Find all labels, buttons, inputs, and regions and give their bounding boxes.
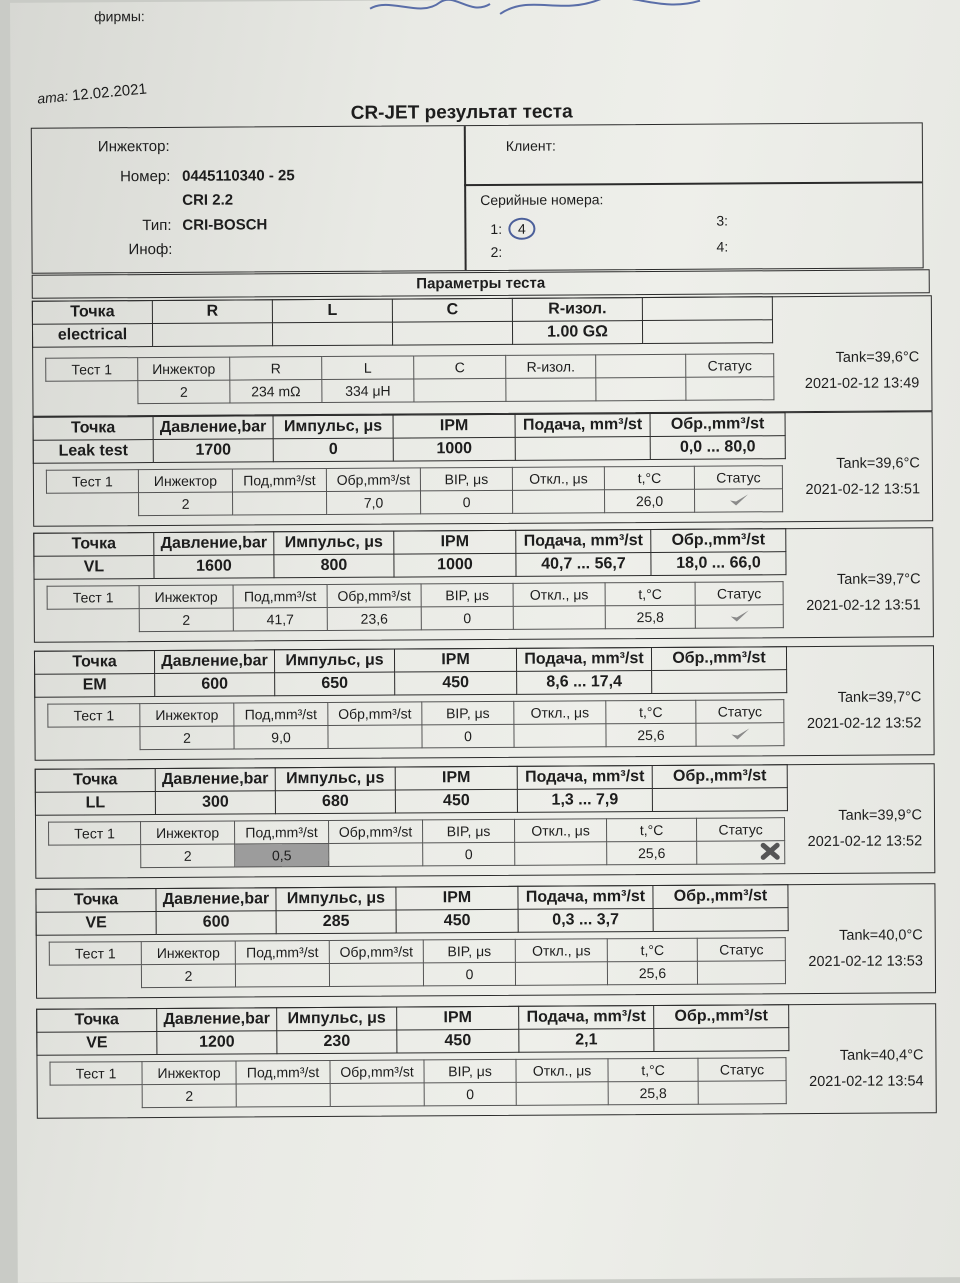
value-injector: 2	[141, 844, 235, 868]
header-supply: Подача, mm³/st	[517, 765, 652, 789]
timestamp: 2021-02-12 13:49	[804, 375, 920, 393]
test-pulse: 680	[275, 790, 395, 814]
header-pressure: Давление,bar	[153, 416, 273, 440]
value-sup	[235, 963, 329, 987]
tank-temp: Tank=39,7°C	[836, 571, 921, 588]
value-ret	[329, 843, 423, 867]
test-pulse: 0	[273, 438, 393, 462]
value-dev	[512, 490, 604, 514]
sub-status: Статус	[696, 700, 784, 724]
header-point: Точка	[37, 1009, 157, 1033]
value-blank	[47, 493, 139, 517]
header-point: Точка	[34, 533, 154, 557]
sub-test: Тест 1	[46, 358, 138, 382]
value-r: 234 mΩ	[230, 380, 322, 404]
number-value: 0445110340 - 25	[182, 167, 295, 185]
header-pulse: Импульс, μs	[277, 1007, 397, 1031]
test-return	[654, 1028, 789, 1052]
header-ipm: IPM	[397, 1006, 519, 1030]
header-pulse: Импульс, μs	[274, 649, 394, 673]
tank-temp: Tank=40,4°C	[839, 1047, 924, 1064]
value-temp: 25,6	[606, 723, 696, 747]
test-pressure: 300	[155, 791, 275, 815]
value-status	[697, 841, 785, 865]
header-point: Точка	[32, 301, 152, 325]
sub-injector: Инжектор	[138, 469, 232, 493]
test-main-table	[36, 1004, 789, 1056]
test-sub-table	[47, 699, 784, 751]
header-point: Точка	[35, 769, 155, 793]
sub-status: Статус	[698, 1058, 786, 1082]
value-dev	[515, 842, 607, 866]
sub-return: Обр,mm³/st	[329, 940, 423, 964]
header-ipm: IPM	[395, 766, 517, 790]
test-supply: 1,3 ... 7,9	[517, 788, 652, 812]
sub-deviation: Откл., μs	[513, 583, 605, 607]
serial-2-label: 2:	[490, 243, 503, 260]
sub-return: Обр,mm³/st	[329, 820, 423, 844]
electrical-meta	[805, 344, 920, 397]
test-return	[652, 670, 787, 694]
sub-test: Тест 1	[47, 586, 139, 610]
test-block	[33, 411, 934, 526]
sub-value-blank	[46, 381, 138, 405]
test-point: VE	[37, 1032, 157, 1056]
sub-test: Тест 1	[46, 470, 138, 494]
header-supply: Подача, mm³/st	[515, 413, 650, 437]
check-icon	[728, 492, 750, 506]
test-pulse: 285	[276, 910, 396, 934]
test-supply: 0,3 ... 3,7	[518, 908, 653, 932]
value-status	[696, 723, 784, 747]
value-blank	[49, 965, 141, 989]
sub-supply: Под,mm³/st	[234, 702, 328, 726]
tank-temp: Tank=39,6°C	[835, 349, 920, 366]
test-sub-table	[48, 817, 785, 869]
sub-injector: Инжектор	[141, 941, 235, 965]
value-blank	[50, 1085, 142, 1109]
test-return	[652, 788, 787, 812]
params-title: Параметры теста	[32, 269, 930, 298]
electrical-r-iso: 1.00 GΩ	[512, 321, 642, 345]
sub-return: Обр,mm³/st	[327, 584, 421, 608]
test-ipm: 450	[396, 909, 518, 933]
electrical-r	[152, 323, 272, 347]
test-pulse: 800	[274, 554, 394, 578]
sub-deviation: Откл., μs	[515, 939, 607, 963]
value-status	[695, 605, 783, 629]
serial-3-label: 3:	[716, 212, 729, 229]
test-supply: 2,1	[519, 1028, 654, 1052]
value-ret	[328, 725, 422, 749]
sub-status: Статус	[686, 354, 774, 378]
header-ipm: IPM	[393, 414, 515, 438]
electrical-point: electrical	[32, 324, 152, 348]
serial-1-label: 1:	[490, 220, 503, 237]
header-pulse: Импульс, μs	[276, 887, 396, 911]
value-sup	[236, 1083, 330, 1107]
sub-return: Обр,mm³/st	[328, 702, 422, 726]
value-dev	[515, 962, 607, 986]
sub-supply: Под,mm³/st	[235, 940, 329, 964]
serial-numbers-label: Серийные номера:	[480, 191, 604, 209]
header-ipm: IPM	[396, 886, 518, 910]
header-r: R	[152, 300, 272, 324]
sub-temp: t,°C	[608, 1058, 698, 1082]
test-block	[33, 527, 934, 642]
sub-injector: Инжектор	[142, 1061, 236, 1085]
test-return: 18,0 ... 66,0	[651, 552, 786, 576]
value-injector: 2	[142, 1084, 236, 1108]
test-block	[34, 645, 935, 760]
sub-temp: t,°C	[607, 938, 697, 962]
test-pulse: 230	[277, 1030, 397, 1054]
test-block	[36, 1003, 937, 1118]
test-pulse: 650	[275, 672, 395, 696]
header-point: Точка	[36, 889, 156, 913]
sub-injector: Инжектор	[141, 821, 235, 845]
injector-info-box	[31, 122, 924, 273]
sub-temp: t,°C	[604, 466, 694, 490]
sub-l: L	[322, 356, 414, 380]
header-ipm: IPM	[394, 648, 516, 672]
value-c	[414, 378, 506, 402]
test-block	[35, 883, 936, 998]
sub-r-iso: R-изол.	[506, 355, 596, 379]
sub-temp: t,°C	[605, 582, 695, 606]
sub-bip: BIP, μs	[422, 701, 514, 725]
divider	[464, 126, 466, 270]
header-supply: Подача, mm³/st	[518, 885, 653, 909]
value-dev	[514, 724, 606, 748]
sub-status: Статус	[697, 938, 785, 962]
header-pulse: Импульс, μs	[274, 531, 394, 555]
number-label: Номер:	[120, 167, 171, 186]
model-value: CRI 2.2	[182, 191, 234, 209]
test-point: VE	[36, 912, 156, 936]
header-pressure: Давление,bar	[157, 1008, 277, 1032]
serial-1	[490, 218, 536, 240]
value-l: 334 μH	[322, 379, 414, 403]
type-label: Тип:	[142, 216, 172, 235]
sub-test: Тест 1	[50, 1062, 142, 1086]
test-point: LL	[35, 792, 155, 816]
test-pressure: 600	[155, 673, 275, 697]
date-label: ата:	[36, 87, 69, 107]
value-ret: 7,0	[326, 491, 420, 515]
test-sub-table	[49, 1057, 786, 1109]
sub-deviation: Откл., μs	[515, 819, 607, 843]
sub-c: C	[414, 355, 506, 379]
sub-supply: Под,mm³/st	[233, 584, 327, 608]
sub-injector: Инжектор	[138, 357, 230, 381]
sub-status: Статус	[697, 818, 785, 842]
test-pressure: 1200	[157, 1031, 277, 1055]
header-return: Обр.,mm³/st	[650, 413, 785, 437]
value-bip: 0	[420, 490, 512, 514]
header-pressure: Давление,bar	[156, 888, 276, 912]
test-ipm: 1000	[394, 553, 516, 577]
test-meta	[805, 450, 920, 503]
sub-r: R	[230, 357, 322, 381]
test-block	[35, 763, 936, 878]
test-meta	[809, 1042, 924, 1095]
test-main-table	[34, 646, 787, 698]
sub-injector: Инжектор	[140, 703, 234, 727]
page-title: CR-JET результат теста	[350, 101, 573, 124]
value-sup: 41,7	[233, 607, 327, 631]
timestamp: 2021-02-12 13:52	[806, 715, 922, 733]
sub-temp: t,°C	[606, 700, 696, 724]
test-meta	[807, 802, 922, 855]
value-temp: 25,8	[605, 605, 695, 629]
header-supply: Подача, mm³/st	[516, 647, 651, 671]
header-ipm: IPM	[394, 530, 516, 554]
value-injector: 2	[138, 380, 230, 404]
test-main-table	[35, 764, 788, 816]
test-ipm: 450	[395, 789, 517, 813]
timestamp: 2021-02-12 13:51	[805, 481, 921, 499]
test-ipm: 450	[395, 671, 517, 695]
header-r-iso: R-изол.	[512, 298, 642, 322]
sub-test: Тест 1	[49, 822, 141, 846]
serial-4-label: 4:	[716, 238, 729, 255]
sub-supply: Под,mm³/st	[236, 1060, 330, 1084]
value-blank	[49, 845, 141, 869]
header-return: Обр.,mm³/st	[652, 765, 787, 789]
value-injector: 2	[139, 492, 233, 516]
value-ret	[330, 1083, 424, 1107]
sub-deviation: Откл., μs	[514, 701, 606, 725]
electrical-extra	[642, 320, 772, 344]
value-blank	[47, 609, 139, 633]
timestamp: 2021-02-12 13:52	[807, 833, 923, 851]
value-bip: 0	[423, 842, 515, 866]
test-sub-table	[47, 581, 784, 633]
check-icon	[728, 608, 750, 622]
header-pulse: Импульс, μs	[275, 767, 395, 791]
test-ipm: 450	[397, 1029, 519, 1053]
electrical-main-table	[32, 296, 773, 348]
header-point: Точка	[33, 417, 153, 441]
sub-bip: BIP, μs	[424, 1059, 516, 1083]
value-empty	[596, 377, 686, 401]
header-return: Обр.,mm³/st	[651, 529, 786, 553]
timestamp: 2021-02-12 13:51	[806, 597, 921, 615]
header-pressure: Давление,bar	[154, 532, 274, 556]
header-supply: Подача, mm³/st	[519, 1005, 654, 1029]
date-line	[37, 80, 148, 107]
sub-return: Обр,mm³/st	[326, 468, 420, 492]
type-value: CRI-BOSCH	[182, 216, 268, 234]
value-sup	[233, 491, 327, 515]
header-c: C	[392, 298, 512, 322]
value-bip: 0	[423, 962, 515, 986]
electrical-l	[272, 322, 392, 346]
sub-injector: Инжектор	[139, 585, 233, 609]
value-status	[697, 961, 785, 985]
value-temp: 25,6	[607, 961, 697, 985]
handwritten-signature	[360, 0, 720, 25]
test-sub-table	[46, 465, 783, 517]
value-status	[698, 1081, 786, 1105]
header-pressure: Давление,bar	[154, 650, 274, 674]
test-main-table	[35, 884, 788, 936]
client-label: Клиент:	[505, 137, 556, 154]
timestamp: 2021-02-12 13:54	[809, 1073, 924, 1091]
test-meta	[808, 922, 923, 975]
value-ret: 23,6	[327, 607, 421, 631]
sub-supply: Под,mm³/st	[232, 468, 326, 492]
value-sup: 9,0	[234, 725, 328, 749]
header-return: Обр.,mm³/st	[653, 885, 788, 909]
paper-sheet	[10, 0, 960, 1283]
value-injector: 2	[141, 964, 235, 988]
value-injector: 2	[139, 608, 233, 632]
injector-label: Инжектор:	[97, 137, 170, 156]
test-pressure: 600	[156, 911, 276, 935]
header-pressure: Давление,bar	[155, 768, 275, 792]
test-pressure: 1600	[154, 555, 274, 579]
sub-test: Тест 1	[49, 942, 141, 966]
test-point: VL	[34, 556, 154, 580]
value-bip: 0	[421, 606, 513, 630]
sub-deviation: Откл., μs	[516, 1059, 608, 1083]
test-point: Leak test	[33, 440, 153, 464]
value-status	[686, 377, 774, 401]
value-sup: 0,5	[235, 843, 329, 867]
timestamp: 2021-02-12 13:53	[808, 953, 923, 971]
test-pressure: 1700	[153, 439, 273, 463]
sub-bip: BIP, μs	[423, 819, 515, 843]
sub-bip: BIP, μs	[423, 939, 515, 963]
value-bip: 0	[422, 724, 514, 748]
serial-1-value: 4	[508, 218, 536, 240]
value-dev	[513, 606, 605, 630]
header-supply: Подача, mm³/st	[516, 529, 651, 553]
header-return: Обр.,mm³/st	[654, 1005, 789, 1029]
cross-icon	[760, 842, 780, 860]
date-value: 12.02.2021	[71, 80, 148, 105]
test-ipm: 1000	[393, 437, 515, 461]
sub-return: Обр,mm³/st	[330, 1060, 424, 1084]
value-temp: 26,0	[604, 489, 694, 513]
test-supply: 40,7 ... 56,7	[516, 552, 651, 576]
test-return	[653, 908, 788, 932]
sub-bip: BIP, μs	[421, 583, 513, 607]
test-supply: 8,6 ... 17,4	[517, 670, 652, 694]
value-injector: 2	[140, 726, 234, 750]
tank-temp: Tank=39,7°C	[837, 689, 922, 706]
value-dev	[516, 1082, 608, 1106]
sub-status: Статус	[695, 582, 783, 606]
tank-temp: Tank=39,9°C	[838, 807, 923, 824]
test-return: 0,0 ... 80,0	[650, 436, 785, 460]
header-point: Точка	[34, 651, 154, 675]
sub-temp: t,°C	[607, 818, 697, 842]
header-l: L	[272, 299, 392, 323]
test-meta	[807, 684, 922, 737]
firm-label: фирмы:	[94, 8, 145, 25]
tank-temp: Tank=39,6°C	[836, 455, 920, 472]
electrical-c	[392, 321, 512, 345]
test-sub-table	[49, 937, 786, 989]
header-pulse: Импульс, μs	[273, 415, 393, 439]
value-blank	[48, 727, 140, 751]
sub-deviation: Откл., μs	[512, 467, 604, 491]
electrical-block	[32, 295, 933, 416]
check-icon	[729, 726, 751, 740]
test-main-table	[33, 412, 786, 464]
value-ret	[329, 963, 423, 987]
test-main-table	[33, 528, 786, 580]
value-temp: 25,8	[608, 1081, 698, 1105]
divider	[464, 181, 922, 185]
info-label: Иноф:	[128, 240, 173, 259]
test-meta	[806, 566, 921, 619]
header-empty	[642, 297, 772, 321]
sub-bip: BIP, μs	[420, 467, 512, 491]
value-status	[694, 489, 782, 513]
test-point: EM	[35, 674, 155, 698]
tank-temp: Tank=40,0°C	[839, 927, 923, 944]
value-bip: 0	[424, 1082, 516, 1106]
sub-empty	[596, 354, 686, 378]
sub-test: Тест 1	[48, 704, 140, 728]
sub-supply: Под,mm³/st	[235, 820, 329, 844]
value-temp: 25,6	[607, 841, 697, 865]
sub-status: Статус	[694, 466, 782, 490]
electrical-sub-table	[45, 353, 774, 404]
test-supply	[515, 436, 650, 460]
value-r-iso	[506, 378, 596, 402]
header-return: Обр.,mm³/st	[651, 647, 786, 671]
